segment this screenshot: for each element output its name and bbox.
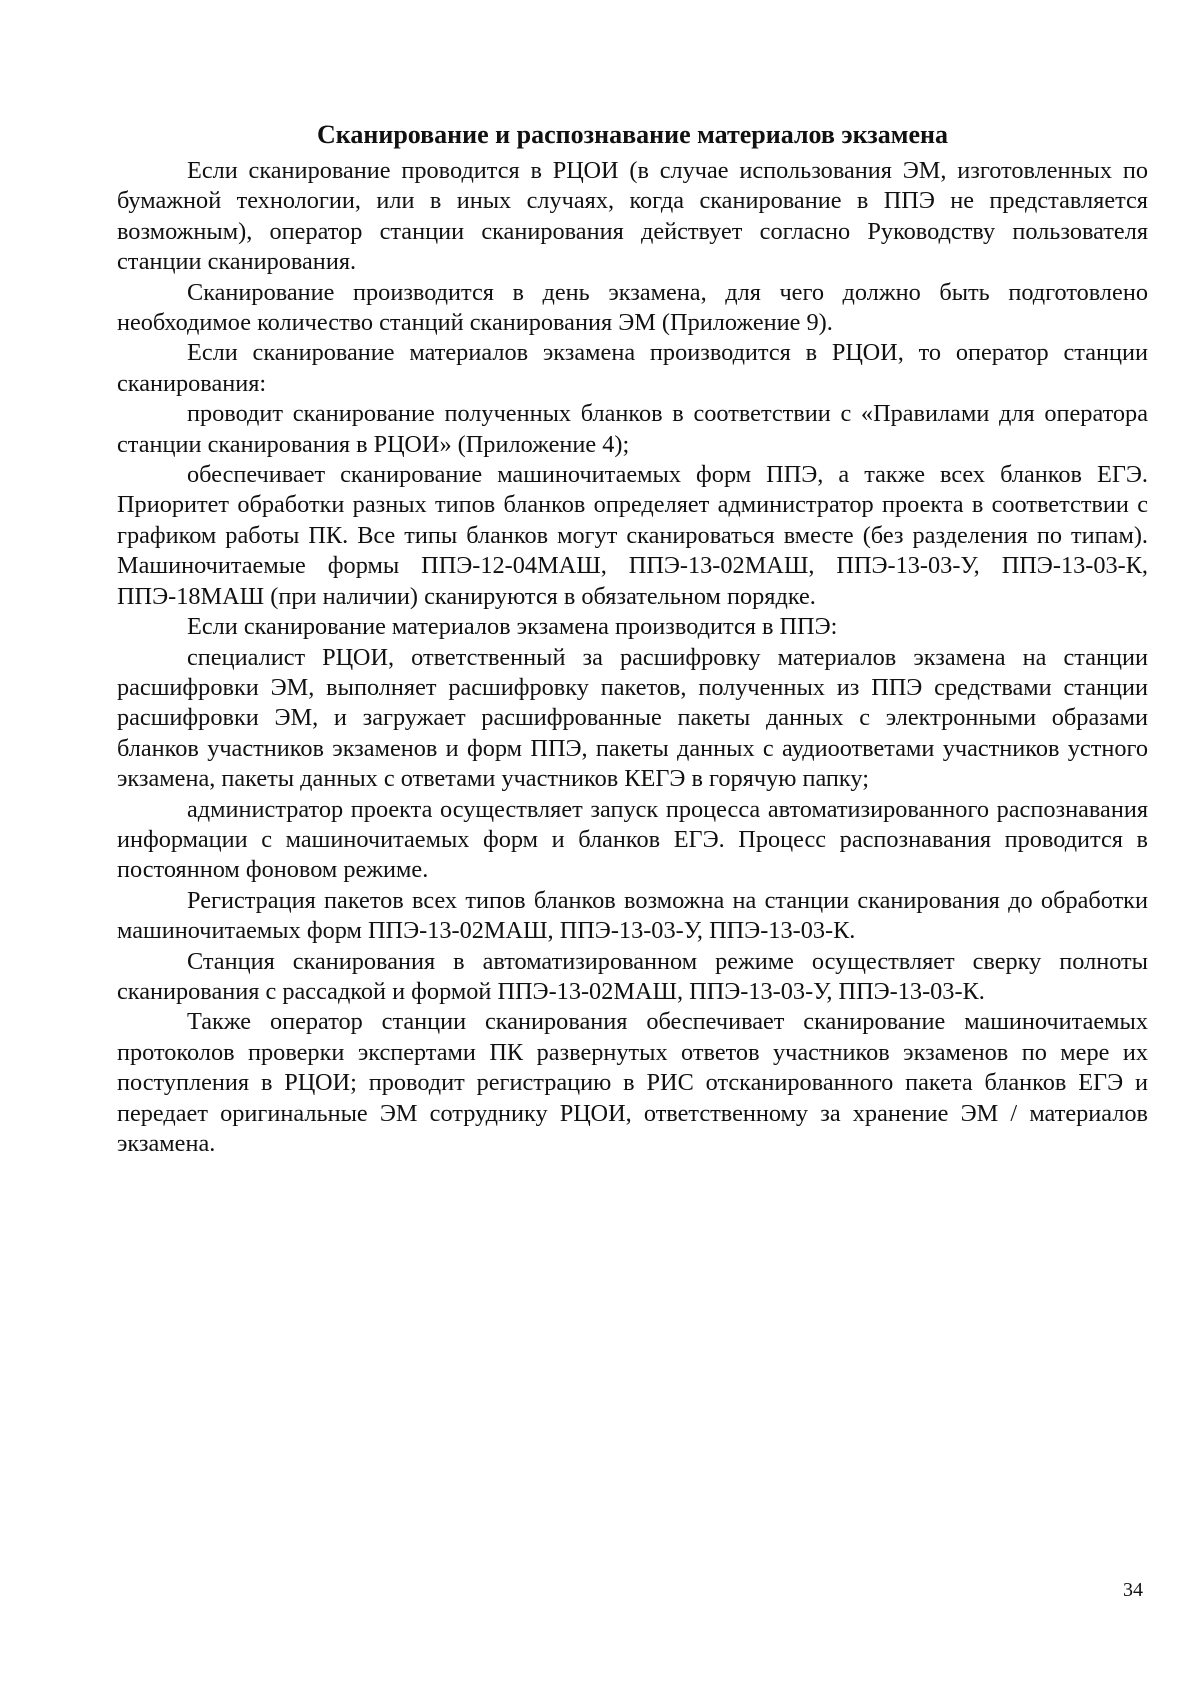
paragraph: специалист РЦОИ, ответственный за расшифровку материалов экзамена на станции расшифровки ЭМ, выполняет расшифровку пакетов, полученных из ППЭ средствами станции расшифровки ЭМ, и загружает расшифрованные пакеты данных с электронными образами бланков участников экзаменов и форм ППЭ, пакеты данных с аудиоответами участников устного экзамена, пакеты данных с ответами участников КЕГЭ в горячую папку;	[117, 643, 1148, 793]
paragraph: администратор проекта осуществляет запуск процесса автоматизированного распознавания информации с машиночитаемых форм и бланков ЕГЭ. Процесс распознавания проводится в постоянном фоновом режиме.	[117, 795, 1148, 884]
document-body	[117, 118, 1148, 1159]
paragraph: обеспечивает сканирование машиночитаемых форм ППЭ, а также всех бланков ЕГЭ. Приоритет обработки разных типов бланков определяет администратор проекта в соответствии с графиком работы ПК. Все типы бланков могут сканироваться вместе (без разделения по типам). Машиночитаемые формы ППЭ-12-04МАШ, ППЭ-13-02МАШ, ППЭ-13-03-У, ППЭ-13-03-К, ППЭ-18МАШ (при наличии) сканируются в обязательном порядке.	[117, 461, 1148, 610]
paragraph: проводит сканирование полученных бланков в соответствии с «Правилами для оператора станции сканирования в РЦОИ» (Приложение 4);	[117, 400, 1148, 458]
paragraph: Сканирование производится в день экзамена, для чего должно быть подготовлено необходимое количество станций сканирования ЭМ (Приложение 9).	[117, 278, 1148, 337]
paragraph: Станция сканирования в автоматизированном режиме осуществляет сверку полноты сканирования с рассадкой и формой ППЭ-13-02МАШ, ППЭ-13-03-У, ППЭ-13-03-К.	[117, 947, 1148, 1005]
document-title: Сканирование и распознавание материалов экзамена	[317, 120, 948, 149]
paragraph: Также оператор станции сканирования обеспечивает сканирование машиночитаемых протоколов проверки экспертами ПК развернутых ответов участников экзаменов по мере их поступления в РЦОИ; проводит регистрацию в РИС отсканированного пакета бланков ЕГЭ и передает оригинальные ЭМ сотруднику РЦОИ, ответственному за хранение ЭМ / материалов экзамена.	[117, 1008, 1148, 1157]
paragraph: Если сканирование материалов экзамена производится в РЦОИ, то оператор станции сканирования:	[117, 339, 1148, 397]
page-number: 34	[1123, 1579, 1143, 1601]
paragraph: Если сканирование материалов экзамена производится в ППЭ:	[187, 613, 838, 641]
paragraph: Если сканирование проводится в РЦОИ (в случае использования ЭМ, изготовленных по бумажной технологии, или в иных случаях, когда сканирование в ППЭ не представляется возможным), оператор станции сканирования действует согласно Руководству пользователя станции сканирования.	[117, 157, 1148, 276]
paragraph: Регистрация пакетов всех типов бланков возможна на станции сканирования до обработки машиночитаемых форм ППЭ-13-02МАШ, ППЭ-13-03-У, ППЭ-13-03-К.	[117, 886, 1148, 945]
